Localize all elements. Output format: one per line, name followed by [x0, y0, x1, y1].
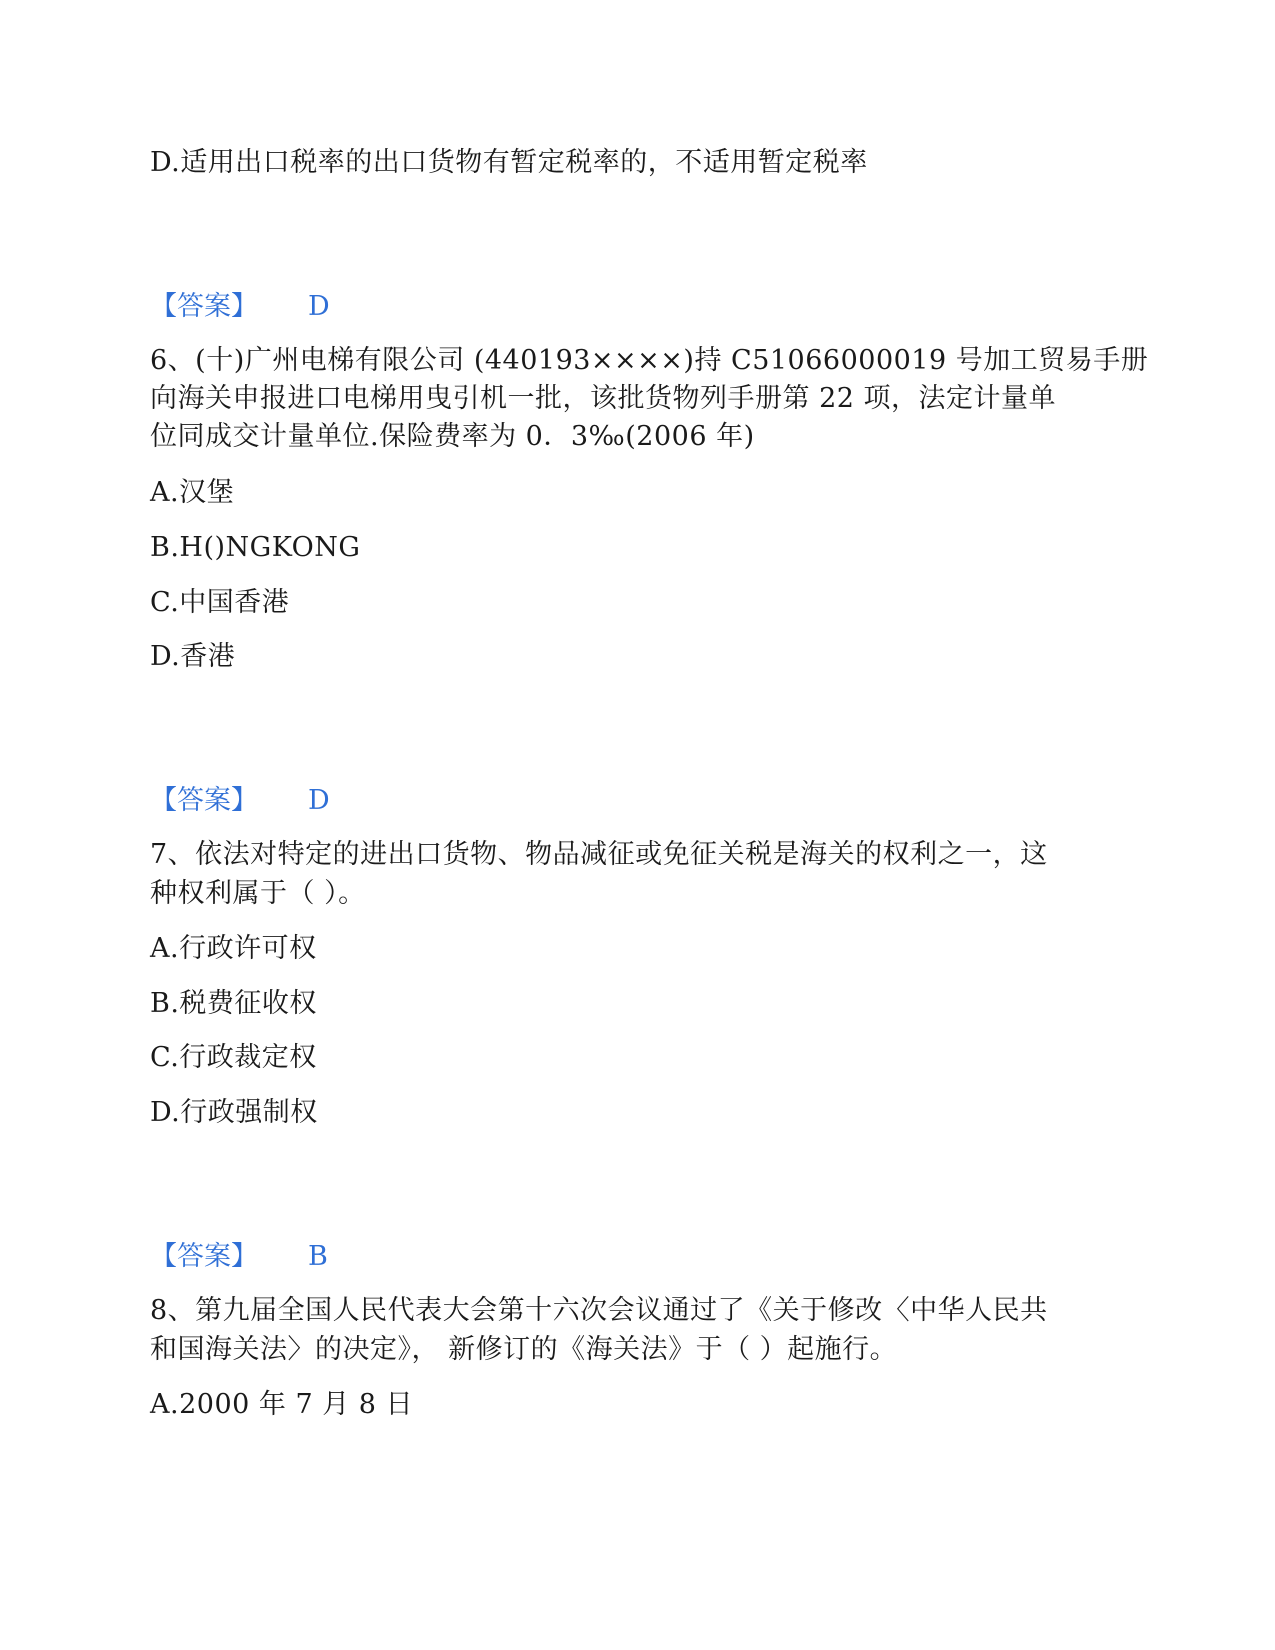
q7-option-c: C.行政裁定权 [150, 1042, 317, 1073]
q8-question-line: 和国海关法〉的决定》， 新修订的《海关法》于（ ）起施行。 [150, 1334, 898, 1365]
q7-question-line: 7、依法对特定的进出口货物、物品减征或免征关税是海关的权利之一，这 [150, 839, 1048, 870]
q8-option-a: A.2000 年 7 月 8 日 [150, 1389, 414, 1420]
q7-option-d: D.行政强制权 [150, 1097, 318, 1128]
q7-answer [150, 1240, 328, 1274]
q6-option-b: B.H()NGKONG [150, 532, 361, 563]
answer-label: 【答案】 [150, 291, 258, 322]
q6-option-d: D.香港 [150, 641, 236, 672]
q7-question-line: 种权利属于（ ）。 [150, 878, 366, 909]
q7-option-b: B.税费征收权 [150, 988, 317, 1019]
q6-option-c: C.中国香港 [150, 587, 290, 618]
q6-question-line: 向海关申报进口电梯用曳引机一批，该批货物列手册第 22 项，法定计量单 [150, 383, 1057, 414]
q6-question-line: 位同成交计量单位.保险费率为 0．3‰(2006 年) [150, 421, 755, 452]
q6-option-a: A.汉堡 [150, 477, 235, 508]
answer-value: D [308, 785, 330, 816]
q6-answer [150, 784, 330, 818]
answer-label: 【答案】 [150, 785, 258, 816]
q5-option-d: D.适用出口税率的出口货物有暂定税率的，不适用暂定税率 [150, 147, 868, 178]
answer-label: 【答案】 [150, 1241, 258, 1272]
q8-question-line: 8、第九届全国人民代表大会第十六次会议通过了《关于修改〈中华人民共 [150, 1295, 1048, 1326]
q7-option-a: A.行政许可权 [150, 933, 317, 964]
q6-question-line: 6、(十)广州电梯有限公司 (440193××××)持 C51066000019 号加工贸易手册 [150, 345, 1149, 376]
answer-value: B [308, 1241, 328, 1272]
answer-value: D [308, 291, 330, 322]
q5-answer [150, 290, 330, 324]
